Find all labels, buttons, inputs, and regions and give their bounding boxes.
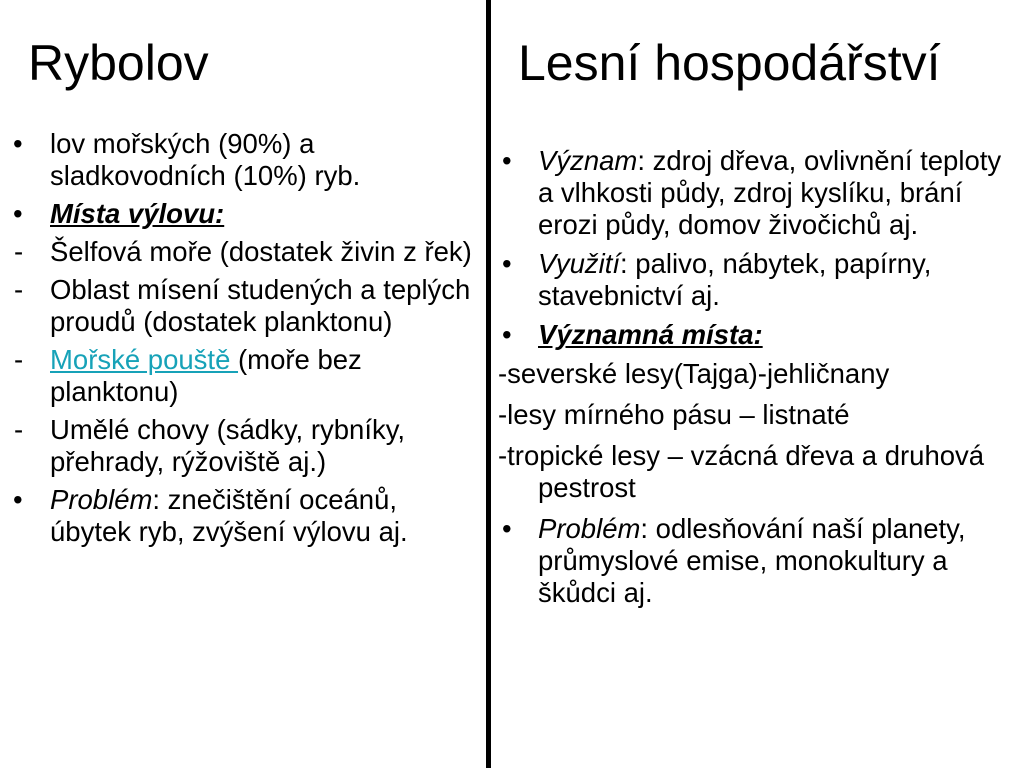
list-item-tropicke-lesy	[498, 440, 1018, 504]
dash-marker: -	[14, 274, 24, 305]
bullet-marker: •	[502, 248, 512, 279]
list-item-lov	[8, 128, 482, 192]
item-text: Umělé chovy (sádky, rybníky, přehrady, rýžoviště aj.)	[50, 414, 406, 477]
list-item-vyznam	[498, 145, 1018, 241]
list-item-lesy-mirneho-pasu	[498, 399, 1018, 431]
list-item-problem	[8, 484, 482, 548]
item-text: -lesy mírného pásu – listnaté	[498, 399, 850, 430]
list-item-mista-vylovu	[8, 198, 482, 230]
item-text: : palivo, nábytek, papírny, stavebnictví aj.	[538, 248, 932, 311]
item-term: Problém	[50, 484, 153, 515]
item-text: -severské lesy(Tajga)-jehličnany	[498, 358, 890, 389]
morske-pouste-link[interactable]: Mořské pouště	[50, 344, 239, 375]
item-text: : zdroj dřeva, ovlivnění teploty a vlhkosti půdy, zdroj kyslíku, brání erozi půdy, domov živočichů aj.	[538, 145, 1002, 240]
lesni-hospodarstvi-list	[498, 145, 1018, 616]
rybolov-title: Rybolov	[28, 35, 209, 91]
section-heading: Místa výlovu:	[50, 198, 225, 229]
list-item-severske-lesy	[498, 358, 1018, 390]
list-item-oblast-miseni	[8, 274, 482, 338]
list-item-vyznamna-mista	[498, 319, 1018, 351]
list-item-problem	[498, 513, 1018, 609]
bullet-marker: •	[502, 319, 512, 350]
item-term: Význam	[538, 145, 638, 176]
column-divider	[486, 0, 491, 768]
item-text: Oblast mísení studených a teplých proudů (dostatek planktonu)	[50, 274, 471, 337]
item-term: Využití	[538, 248, 621, 279]
list-item-vyuziti	[498, 248, 1018, 312]
list-item-selfova-more	[8, 236, 482, 268]
list-item-morske-pouste	[8, 344, 482, 408]
bullet-marker: •	[502, 145, 512, 176]
bullet-marker: •	[502, 513, 512, 544]
lesni-hospodarstvi-title: Lesní hospodářství	[518, 35, 941, 91]
bullet-marker: •	[13, 484, 23, 515]
item-term: Problém	[538, 513, 641, 544]
item-text: Šelfová moře (dostatek živin z řek)	[50, 236, 472, 267]
rybolov-list	[8, 128, 482, 554]
dash-marker: -	[14, 414, 24, 445]
section-heading: Významná místa:	[538, 319, 763, 350]
list-item-umele-chovy	[8, 414, 482, 478]
item-text: : odlesňování naší planety, průmyslové emise, monokultury a škůdci aj.	[538, 513, 966, 608]
item-text: lov mořských (90%) a sladkovodních (10%) ryb.	[50, 128, 361, 191]
item-text: : znečištění oceánů, úbytek ryb, zvýšení výlovu aj.	[50, 484, 408, 547]
bullet-marker: •	[13, 128, 23, 159]
item-text: -tropické lesy – vzácná dřeva a druhová pestrost	[498, 440, 985, 503]
item-text: (moře bez planktonu)	[50, 344, 362, 407]
dash-marker: -	[14, 344, 24, 375]
bullet-marker: •	[13, 198, 23, 229]
dash-marker: -	[14, 236, 24, 267]
